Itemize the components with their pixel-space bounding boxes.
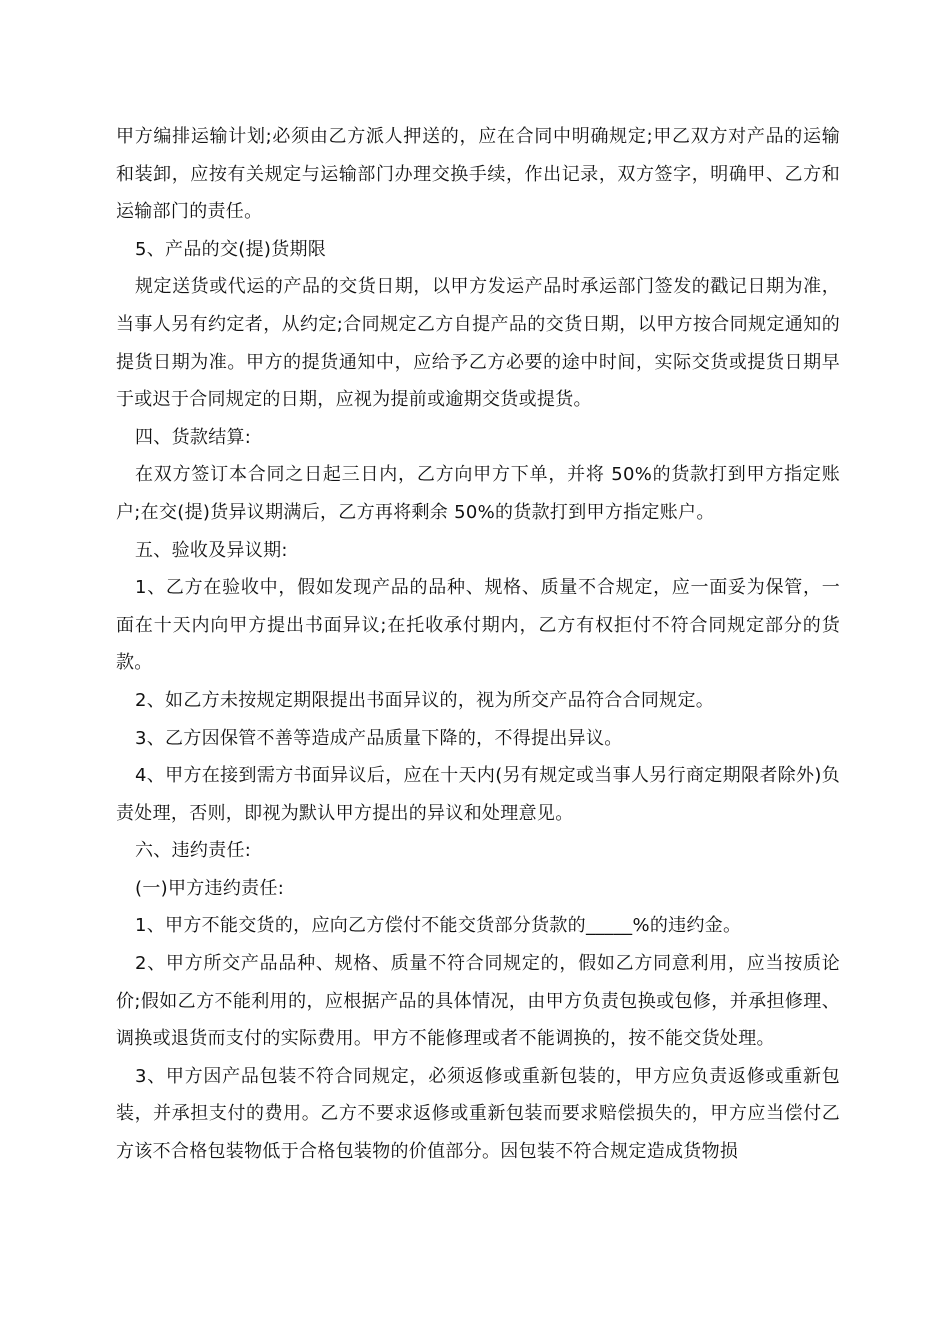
clause-inspection-2: 2、如乙方未按规定期限提出书面异议的，视为所交产品符合合同规定。 [135, 689, 715, 711]
clause-liability-1: 1、甲方不能交货的，应向乙方偿付不能交货部分货款的_____%的违约金。 [135, 915, 742, 937]
clause-inspection-3: 3、乙方因保管不善等造成产品质量下降的，不得提出异议。 [135, 727, 623, 749]
paragraph-transport-plan: 甲方编排运输计划;必须由乙方派人押送的，应在合同中明确规定;甲乙双方对产品的运输和装卸，应按有关规定与运输部门办理交换手续，作出记录，双方签字，明确甲、乙方和运输部门的责任。 [116, 126, 840, 223]
paragraph-delivery-date: 规定送货或代运的产品的交货日期，以甲方发运产品时承运部门签发的戳记日期为准，当事人另有约定者，从约定;合同规定乙方自提产品的交货日期，以甲方按合同规定通知的提货日期为准。甲方的提货通知中，应给予乙方必要的途中时间，实际交货或提货日期早于或迟于合同规定的日期，应视为提前或逾期交货或提货。 [116, 276, 840, 411]
section-heading-inspection: 五、验收及异议期: [135, 539, 288, 561]
paragraph-payment-terms: 在双方签订本合同之日起三日内，乙方向甲方下单，并将 50%的货款打到甲方指定账户;在交(提)货异议期满后，乙方再将剩余 50%的货款打到甲方指定账户。 [116, 464, 840, 523]
section-heading-liability: 六、违约责任: [135, 840, 252, 862]
clause-inspection-4: 4、甲方在接到需方书面异议后，应在十天内(另有规定或当事人另行商定期限者除外)负责处理，否则，即视为默认甲方提出的异议和处理意见。 [116, 765, 840, 824]
subsection-heading-party-a-liability: (一)甲方违约责任: [135, 877, 285, 899]
clause-inspection-1: 1、乙方在验收中，假如发现产品的品种、规格、质量不合规定，应一面妥为保管，一面在十天内向甲方提出书面异议;在托收承付期内，乙方有权拒付不符合同规定部分的货款。 [116, 577, 840, 674]
clause-liability-3: 3、甲方因产品包装不符合同规定，必须返修或重新包装的，甲方应负责返修或重新包装，并承担支付的费用。乙方不要求返修或重新包装而要求赔偿损失的，甲方应当偿付乙方该不合格包装物低于合格包装物的价值部分。因包装不符合规定造成货物损 [116, 1065, 840, 1163]
section-heading-payment: 四、货款结算: [135, 426, 252, 448]
clause-liability-2: 2、甲方所交产品品种、规格、质量不符合同规定的，假如乙方同意利用，应当按质论价;假如乙方不能利用的，应根据产品的具体情况，由甲方负责包换或包修，并承担修理、调换或退货而支付的实际费用。甲方不能修理或者不能调换的，按不能交货处理。 [116, 953, 840, 1050]
document-body [116, 118, 840, 1171]
clause-delivery-period-heading: 5、产品的交(提)货期限 [135, 238, 327, 260]
